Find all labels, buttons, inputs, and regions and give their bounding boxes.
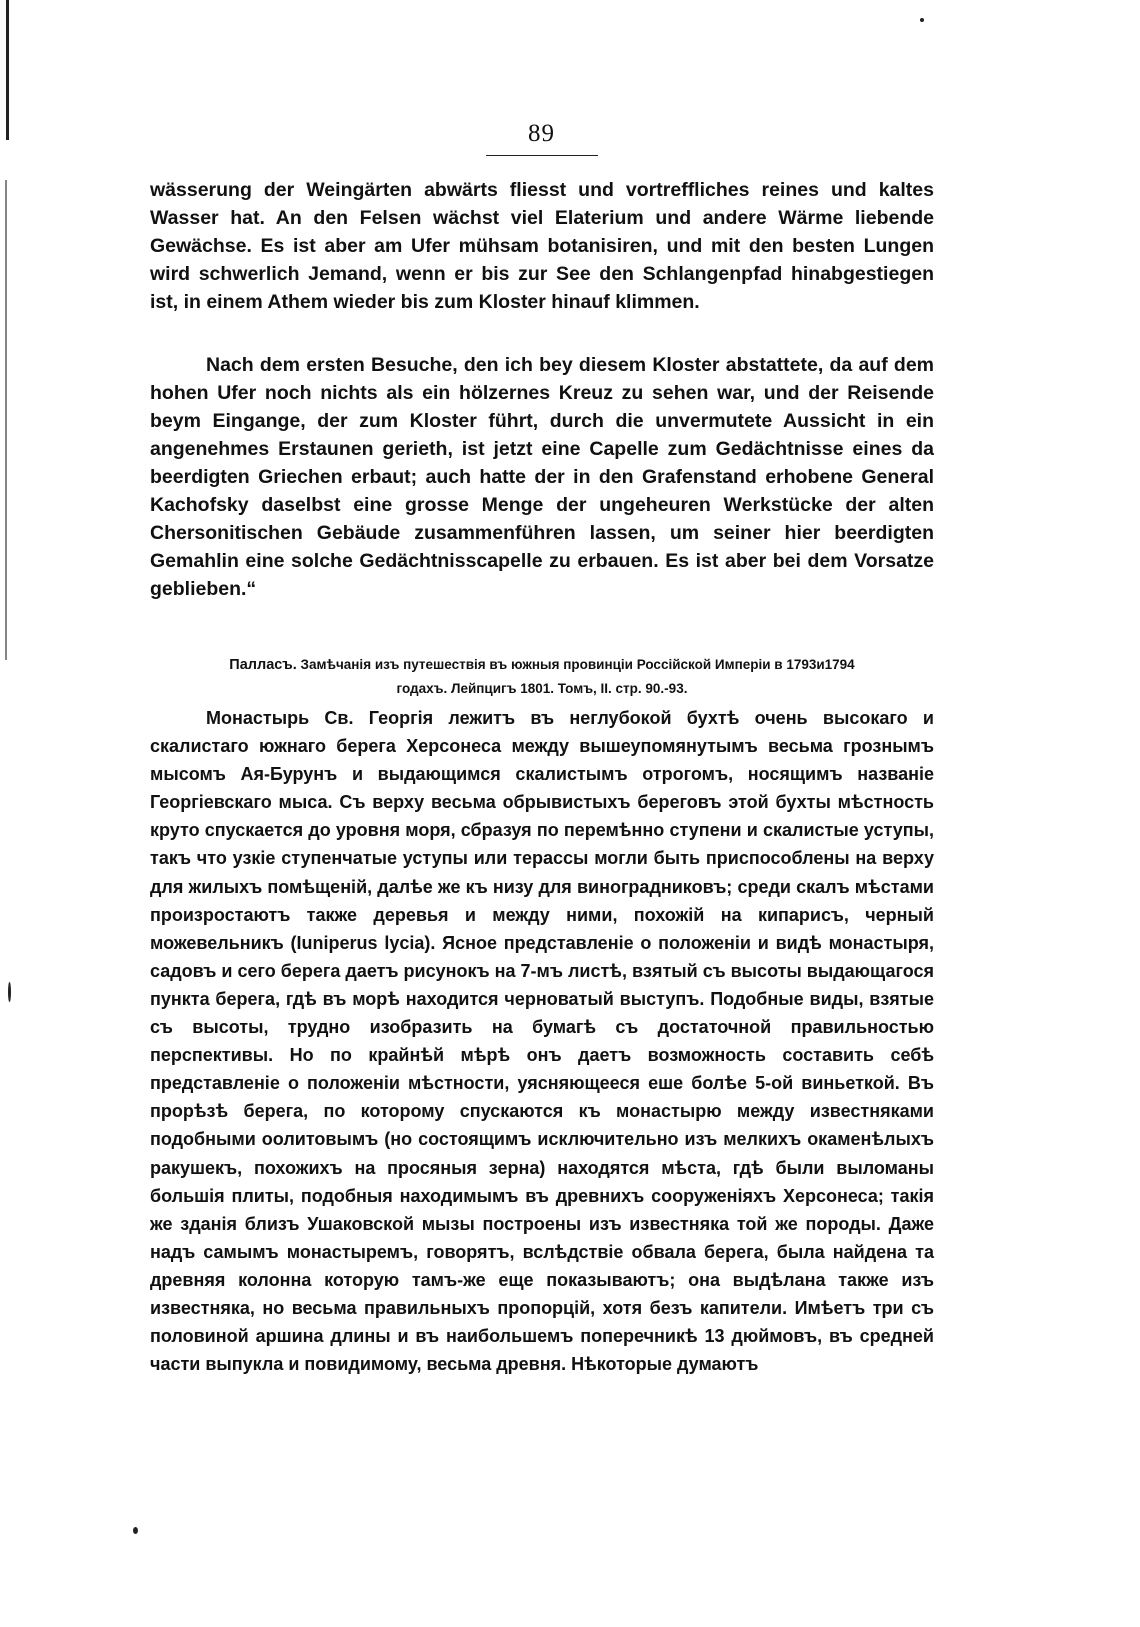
source-citation: [150, 653, 934, 700]
german-quote-continued: [150, 176, 934, 316]
citation-line-1: [150, 653, 934, 677]
russian-translation: [150, 704, 934, 1378]
scan-edge-mark: [5, 180, 7, 660]
page-number-rule: [486, 155, 598, 156]
scan-speck: [133, 1527, 138, 1534]
german-quote-paragraph: [150, 351, 934, 603]
scan-speck: [920, 18, 924, 22]
citation-author: Палласъ.: [229, 657, 297, 673]
scan-speck: [8, 982, 11, 1002]
scan-edge-mark: [6, 0, 9, 140]
russian-paragraph-1: Монастырь Св. Георгія лежитъ въ неглубокой бухтѣ очень высокаго и скалистаго южнаго берега Херсонеса между вышеупомянутымъ весьма грознымъ мысомъ Ая-Бурунъ и выдающимся скалистымъ отрогомъ, носящимъ названіе Георгіевскаго мыса. Съ верху весьма обрывистыхъ береговъ этой бухты мѣстность круто спускается до уровня моря, сбразуя по перемѣнно ступени и скалистые уступы, такъ что узкіе ступенчатые уступы или терассы могли быть приспособлены на верху для жилыхъ помѣщеній, далѣе же къ низу для виноградниковъ; среди скалъ мѣстами произростаютъ также деревья и между ними, похожій на кипарисъ, черный можевельникъ (Iuniperus lycia). Ясное представленіе о положеніи и видѣ монастыря, садовъ и сего берега даетъ рисунокъ на 7-мъ листѣ, взятый съ высоты выдающагося пункта берега, гдѣ въ морѣ находится черноватый выступъ. Подобные виды, взятые съ высоты, трудно изобразить на бумагѣ съ достаточной правильностью перспективы. Но по крайнѣй мѣрѣ онъ даетъ возможность составить себѣ представленіе о положеніи мѣстности, уясняющееся еше болѣе 5-ой виньеткой. Въ прорѣзѣ берега, по которому спускаются къ монастырю между известняками подобными оолитовымъ (но состоящимъ исключительно изъ мелкихъ окаменѣлыхъ ракушекъ, похожихъ на просяныя зерна) находятся мѣста, гдѣ были выломаны большія плиты, подобныя находимымъ въ древнихъ сооруженіяхъ Херсонеса; такія же зданія близъ Ушаковской мызы построены изъ известняка той же породы. Даже надъ самымъ монастыремъ, говорятъ, вслѣдствіе обвала берега, была найдена та древняя колонна которую тамъ-же еще показываютъ; она выдѣлана также изъ известняка, но весьма правильныхъ пропорцій, хотя безъ капители. Имѣетъ три съ половиной аршина длины и въ наибольшемъ поперечникѣ 13 дюймовъ, въ средней части выпукла и повидимому, весьма древня. Нѣкоторые думаютъ: [150, 708, 934, 1375]
citation-title: Замѣчанія изъ путешествія въ южныя провинціи Россійской Имперіи в 1793и1794: [300, 657, 855, 672]
page-number: 89: [528, 120, 555, 147]
german-paragraph-1: wässerung der Weingärten abwärts fliesst und vortreffliches reines und kaltes Wasser hat. An den Felsen wächst viel Elaterium und andere Wärme liebende Gewächse. Es ist aber am Ufer mühsam botanisiren, und mit den besten Lungen wird schwerlich Jemand, wenn er bis zur See den Schlangenpfad hinabgestiegen ist, in einem Athem wieder bis zum Kloster hinauf klimmen.: [150, 179, 934, 313]
german-paragraph-2: Nach dem ersten Besuche, den ich bey diesem Kloster abstattete, da auf dem hohen Ufer noch nichts als ein hölzernes Kreuz zu sehen war, und der Reisende beym Eingange, der zum Kloster führt, durch die unvermutete Aussicht in ein angenehmes Erstaunen gerieth, ist jetzt eine Capelle zum Gedächtnisse eines da beerdigten Griechen erbaut; auch hatte der in den Grafenstand erhobene General Kachofsky daselbst eine grosse Menge der ungeheuren Werkstücke der alten Chersonitischen Gebäude zusammenführen lassen, um seiner hier beerdigten Gemahlin eine solche Gedächtnisscapelle zu erbauen. Es ist aber bei dem Vorsatze geblieben.“: [150, 354, 934, 600]
citation-line-2: годахъ. Лейпцигъ 1801. Томъ, II. стр. 90.-93.: [396, 681, 688, 696]
